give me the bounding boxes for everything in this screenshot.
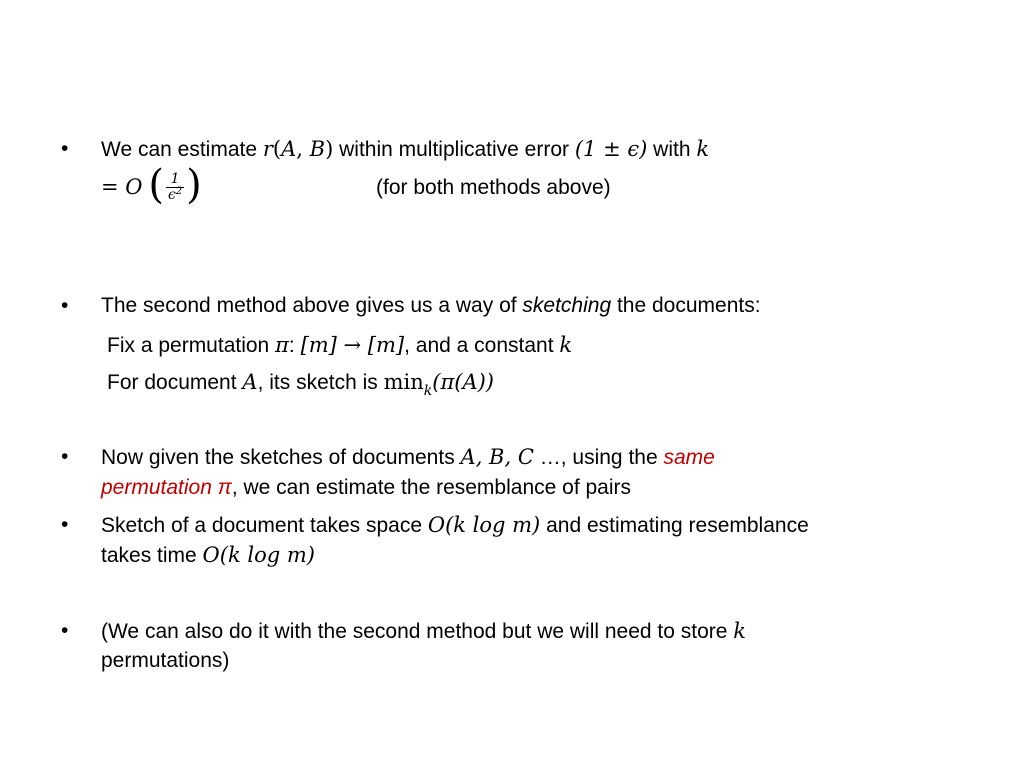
b3-text-2: …, using the: [533, 446, 664, 469]
b2-text-sketching: sketching: [522, 294, 612, 317]
b2-l2-pi: π: [275, 333, 289, 357]
b1-paren-open: (: [148, 162, 164, 209]
bullet-2-line-3: [107, 369, 494, 398]
bullet-1: •: [61, 137, 69, 160]
b2-l3-text-2: , its sketch is: [257, 371, 384, 394]
bullet-5-line-1: [101, 618, 746, 645]
b2-l2-k: k: [559, 333, 573, 357]
b2-l3-min: min: [383, 370, 424, 394]
bullet-2-line-2: [107, 332, 572, 359]
b5-math-k: k: [733, 619, 747, 643]
bullet-2-line-1: [101, 293, 761, 319]
b3-math-ABC: A, B, C: [460, 445, 534, 469]
b2-text-3: the documents:: [611, 294, 761, 317]
b1-frac-den-eps: ϵ: [167, 187, 176, 204]
b1-note: (for both methods above): [376, 176, 611, 199]
b1-math-lparen: (: [272, 137, 282, 161]
bullet-4-line-1: [101, 512, 809, 539]
b1-frac-den-sup: 2: [175, 186, 183, 198]
b2-l3-text-1: For document: [107, 371, 243, 394]
b1-frac-den: [166, 188, 184, 204]
b5-text-1: (We can also do it with the second method but we will need to store: [101, 620, 734, 643]
b2-l3-A: A: [242, 370, 258, 394]
bullet-3-line-1: [101, 444, 715, 471]
bullet-2: •: [61, 294, 69, 317]
b1-math-error: (1 ± ϵ): [574, 137, 648, 161]
b1-math-r: r: [262, 137, 273, 161]
b3-text-1: Now given the sketches of documents: [101, 446, 461, 469]
b2-text-1: The second method above gives us a way of: [101, 294, 523, 317]
b4-math-2: O(k log m): [202, 543, 315, 567]
bullet-3-line-2: [101, 475, 631, 501]
b1-text-1: We can estimate: [101, 138, 263, 161]
b3-red-same: same: [663, 446, 715, 469]
b3-red-permutation: permutation π: [101, 476, 232, 499]
b1-math-A: A: [281, 137, 297, 161]
b1-paren-close: ): [186, 162, 202, 209]
b1-math-B: B: [309, 137, 326, 161]
b4-math-1: O(k log m): [427, 513, 541, 537]
b1-math-eqO: = O: [101, 175, 143, 199]
bullet-5-line-2: permutations): [101, 649, 230, 672]
b2-l2-map: [m] → [m]: [300, 333, 405, 357]
b1-math-k: k: [696, 137, 710, 161]
bullet-4: •: [61, 513, 69, 536]
b2-l2-text-1: Fix a permutation: [107, 334, 276, 357]
bullet-1-line-2: [101, 162, 202, 213]
b2-l3-sub-k: k: [423, 383, 433, 399]
b4-text-2: and estimating resemblance: [540, 514, 809, 537]
b1-frac-num: 1: [166, 172, 184, 188]
bullet-1-line-1: [101, 136, 709, 163]
b2-l2-text-3: , and a constant: [404, 334, 560, 357]
b3-text-3: , we can estimate the resemblance of pairs: [231, 476, 632, 499]
b2-l3-rest: (π(A)): [432, 370, 494, 394]
b1-text-3: with: [647, 138, 697, 161]
b1-math-rparen: ): [325, 137, 334, 161]
b2-l2-text-2: :: [288, 334, 301, 357]
b4-text-3: takes time: [101, 544, 203, 567]
b1-math-comma: ,: [296, 137, 310, 161]
b4-text-1: Sketch of a document takes space: [101, 514, 428, 537]
b1-fraction: [166, 172, 184, 204]
bullet-4-line-2: [101, 542, 315, 569]
b1-text-2: within multiplicative error: [333, 138, 575, 161]
bullet-5: •: [61, 619, 69, 642]
bullet-3: •: [61, 445, 69, 468]
